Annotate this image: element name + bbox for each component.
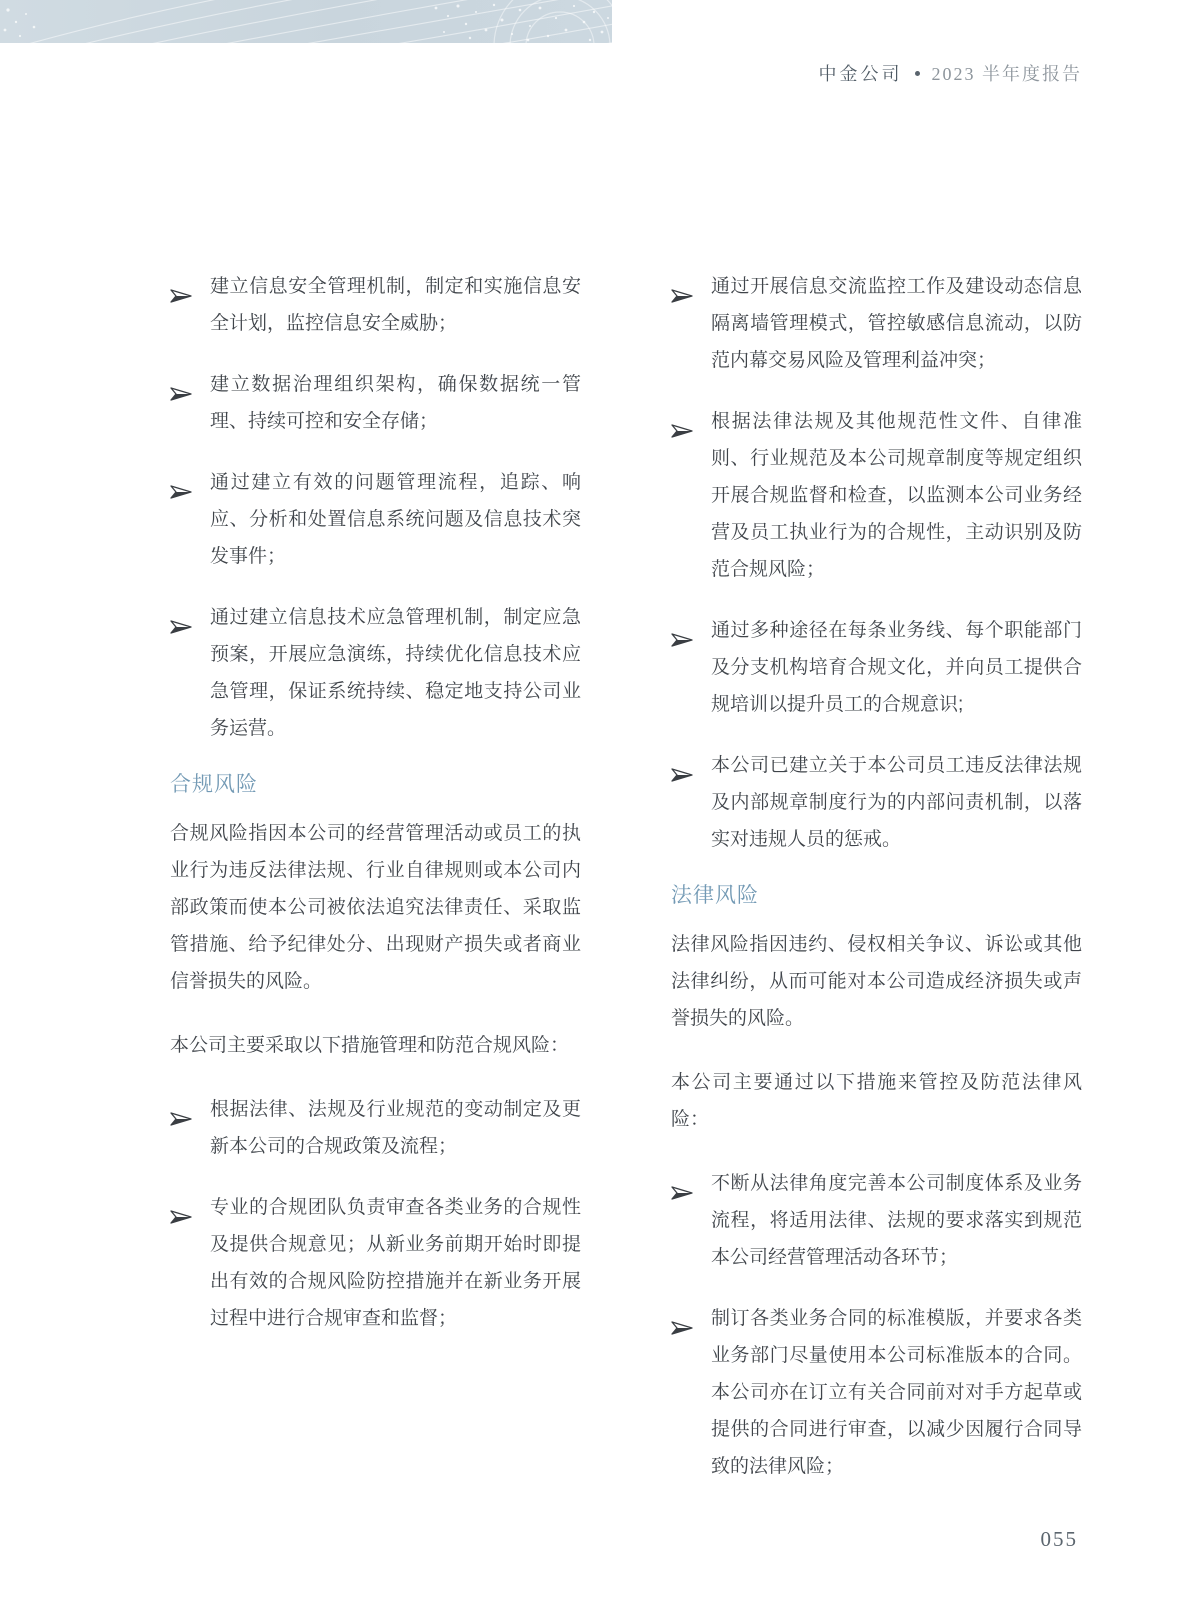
paragraph: 本公司主要通过以下措施来管控及防范法律风险： — [671, 1072, 1082, 1130]
paragraph: 本公司主要采取以下措施管理和防范合规风险： — [170, 1035, 570, 1056]
arrowhead-right-icon — [170, 1189, 210, 1337]
arrowhead-right-icon — [170, 268, 210, 342]
bullet-text: 不断从法律角度完善本公司制度体系及业务流程，将适用法律、法规的要求落实到规范本公司经营管理活动各环节； — [711, 1173, 1082, 1268]
arrowhead-right-icon — [170, 599, 210, 747]
bullet-item — [170, 1091, 581, 1165]
bullet-item — [671, 1165, 1082, 1276]
arrowhead-right-icon — [671, 1300, 711, 1485]
right-column — [671, 268, 1082, 1509]
bullet-item — [671, 403, 1082, 588]
bullet-item — [671, 268, 1082, 379]
bullet-text: 专业的合规团队负责审查各类业务的合规性及提供合规意见；从新业务前期开始时即提出有效的合规风险防控措施并在新业务开展过程中进行合规审查和监督； — [210, 1197, 581, 1329]
bullet-text: 通过开展信息交流监控工作及建设动态信息隔离墙管理模式，管控敏感信息流动，以防范内幕交易风险及管理利益冲突； — [711, 276, 1082, 371]
bullet-text: 根据法律法规及其他规范性文件、自律准则、行业规范及本公司规章制度等规定组织开展合规监督和检查，以监测本公司业务经营及员工执业行为的合规性，主动识别及防范合规风险； — [711, 411, 1082, 580]
bullet-text: 通过建立有效的问题管理流程，追踪、响应、分析和处置信息系统问题及信息技术突发事件； — [210, 472, 581, 567]
bullet-text: 本公司已建立关于本公司员工违反法律法规及内部规章制度行为的内部问责机制，以落实对违规人员的惩戒。 — [711, 755, 1082, 850]
paragraph: 合规风险指因本公司的经营管理活动或员工的执业行为违反法律法规、行业自律规则或本公司内部政策而使本公司被依法追究法律责任、采取监管措施、给予纪律处分、出现财产损失或者商业信誉损失的风险。 — [170, 823, 581, 992]
bullet-text: 建立信息安全管理机制，制定和实施信息安全计划，监控信息安全威胁； — [210, 276, 581, 334]
arrowhead-right-icon — [671, 403, 711, 588]
arrowhead-right-icon — [170, 464, 210, 575]
content-columns — [170, 268, 1082, 1509]
bullet-item — [170, 464, 581, 575]
bullet-item — [671, 612, 1082, 723]
arrowhead-right-icon — [671, 612, 711, 723]
paragraph: 法律风险指因违约、侵权相关争议、诉讼或其他法律纠纷，从而可能对本公司造成经济损失或声誉损失的风险。 — [671, 934, 1082, 1029]
bullet-text: 建立数据治理组织架构，确保数据统一管理、持续可控和安全存储； — [210, 374, 581, 432]
arrowhead-right-icon — [170, 1091, 210, 1165]
arrowhead-right-icon — [170, 366, 210, 440]
section-heading-compliance-risk: 合规风险 — [170, 773, 258, 796]
bullet-text: 根据法律、法规及行业规范的变动制定及更新本公司的合规政策及流程； — [210, 1099, 581, 1157]
bullet-text: 通过多种途径在每条业务线、每个职能部门及分支机构培育合规文化，并向员工提供合规培训以提升员工的合规意识; — [711, 620, 1082, 715]
company-name: 中金公司 — [818, 64, 903, 84]
bullet-item — [170, 366, 581, 440]
bullet-text: 通过建立信息技术应急管理机制，制定应急预案，开展应急演练，持续优化信息技术应急管理，保证系统持续、稳定地支持公司业务运营。 — [210, 607, 581, 739]
arrowhead-right-icon — [671, 268, 711, 379]
bullet-item — [170, 1189, 581, 1337]
bullet-item — [170, 599, 581, 747]
arrowhead-right-icon — [671, 747, 711, 858]
left-column — [170, 268, 581, 1509]
report-header — [819, 60, 1083, 86]
report-title: 2023 半年度报告 — [931, 64, 1082, 84]
bullet-text: 制订各类业务合同的标准模版，并要求各类业务部门尽量使用本公司标准版本的合同。本公司亦在订立有关合同前对对手方起草或提供的合同进行审查，以减少因履行合同导致的法律风险； — [711, 1308, 1082, 1477]
decorative-band — [0, 0, 612, 43]
wave-pattern-icon — [0, 0, 612, 43]
arrowhead-right-icon — [671, 1165, 711, 1276]
bullet-item — [671, 747, 1082, 858]
bullet-item — [170, 268, 581, 342]
separator-dot-icon — [915, 71, 920, 76]
section-heading-legal-risk: 法律风险 — [671, 884, 759, 907]
bullet-item — [671, 1300, 1082, 1485]
page-number: 055 — [1040, 1527, 1078, 1551]
